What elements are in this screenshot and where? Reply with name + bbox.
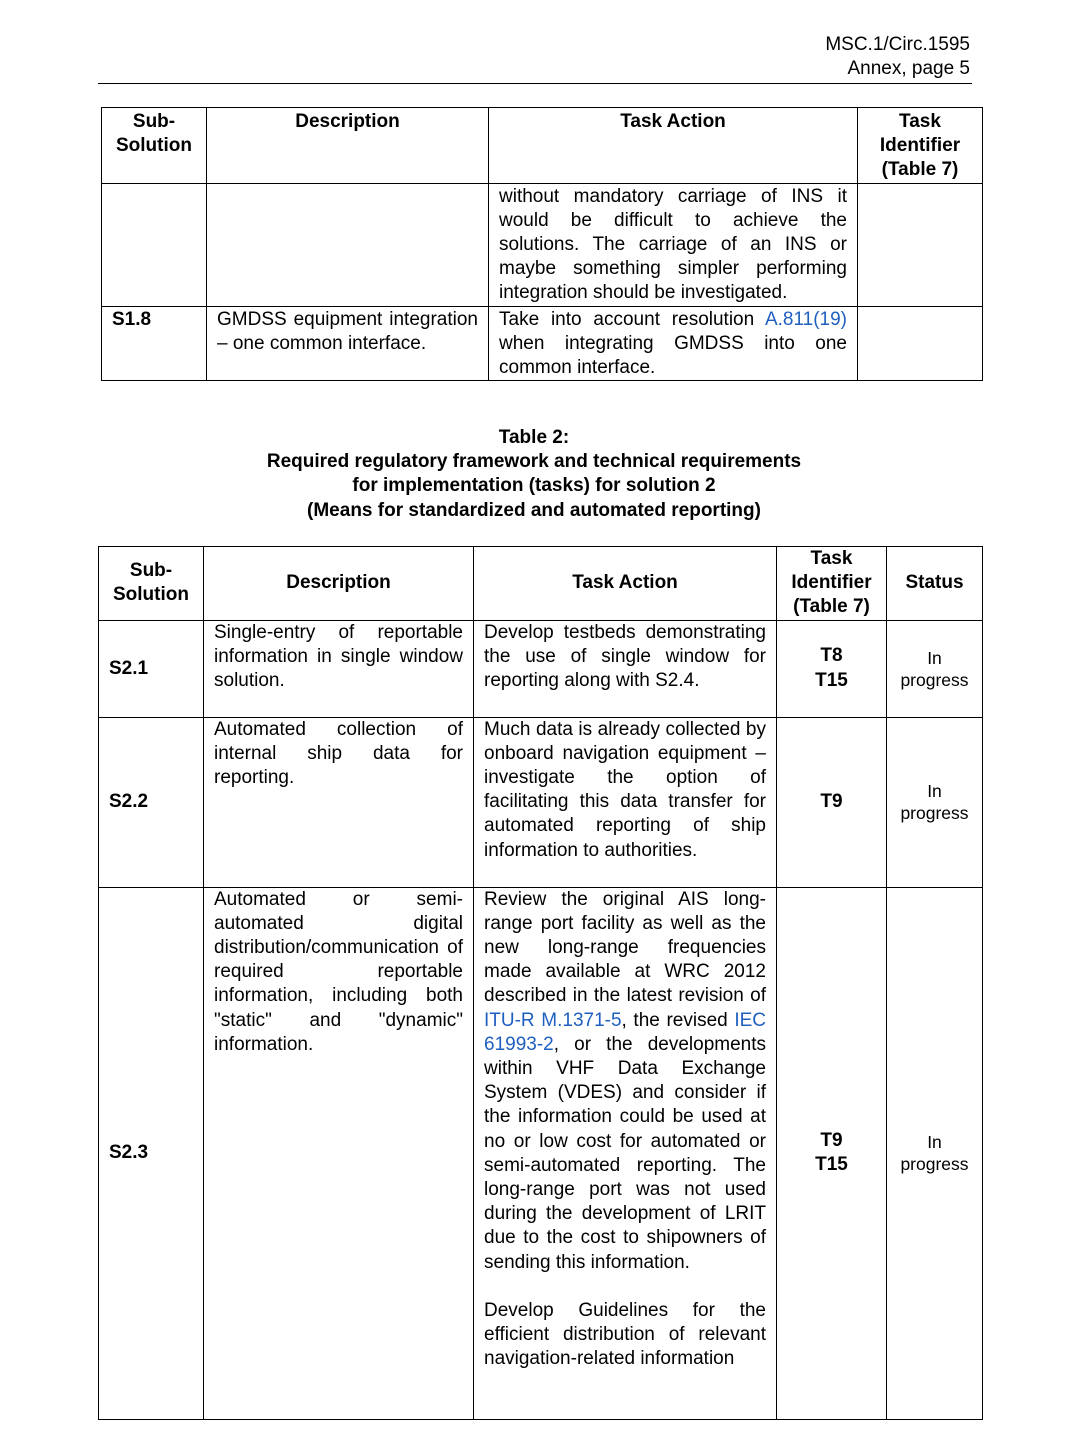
description-cell: Single-entry of reportable information in single window solution. <box>204 620 474 717</box>
col-header-sub-solution: Sub- Solution <box>99 547 204 621</box>
status-cell: In progress <box>887 717 983 887</box>
col-header-sub-solution: Sub- Solution <box>102 108 207 184</box>
description-cell: GMDSS equipment integration – one common interface. <box>207 306 489 381</box>
col-header-task-identifier: Task Identifier (Table 7) <box>858 108 983 184</box>
sub-solution-cell: S2.3 <box>99 887 204 1419</box>
status-cell: In progress <box>887 620 983 717</box>
table-row <box>99 620 983 717</box>
description-cell: Automated collection of internal ship data for reporting. <box>204 717 474 887</box>
caption-title: Table 2: <box>498 427 570 448</box>
table-row <box>99 717 983 887</box>
col-header-task-action: Task Action <box>489 108 858 184</box>
task-identifier-cell: T8 T15 <box>777 620 887 717</box>
table-1-continuation <box>101 107 983 381</box>
table-row <box>102 306 983 381</box>
task-identifier-cell <box>858 183 983 306</box>
task-action-cell: Much data is already collected by onboard navigation equipment – investigate the option of facilitating this data transfer for automated reporting of ship information to authorities. <box>474 717 777 887</box>
table-row <box>99 887 983 1419</box>
description-cell <box>207 183 489 306</box>
header-divider <box>98 83 972 84</box>
table-row <box>102 183 983 306</box>
iec-link[interactable]: IEC 61993-2 <box>484 1009 767 1055</box>
page-label: Annex, page 5 <box>847 58 970 79</box>
description-cell: Automated or semi-automated digital distribution/communication of required reportable information, including both "static" and "dynamic" information. <box>204 887 474 1419</box>
col-header-description: Description <box>207 108 489 184</box>
task-action-cell: Take into account resolution A.811(19) when integrating GMDSS into one common interface. <box>489 306 858 381</box>
table-header-row <box>99 547 983 621</box>
table-header-row <box>102 108 983 184</box>
col-header-task-identifier: Task Identifier (Table 7) <box>777 547 887 621</box>
task-identifier-cell: T9 T15 <box>777 887 887 1419</box>
sub-solution-cell: S2.1 <box>99 620 204 717</box>
sub-solution-cell: S2.2 <box>99 717 204 887</box>
document-reference: MSC.1/Circ.1595 <box>825 34 970 55</box>
caption-line: (Means for standardized and automated reporting) <box>307 499 761 521</box>
task-identifier-cell: T9 <box>777 717 887 887</box>
page-header <box>98 33 970 81</box>
table-2 <box>98 546 983 1420</box>
status-cell: In progress <box>887 887 983 1419</box>
task-action-cell: Develop testbeds demonstrating the use of single window for reporting along with S2.4. <box>474 620 777 717</box>
caption-line: for implementation (tasks) for solution 2 <box>352 475 716 497</box>
sub-solution-cell <box>102 183 207 306</box>
resolution-link[interactable]: A.811(19) <box>764 308 847 330</box>
caption-line: Required regulatory framework and technical requirements <box>266 451 802 473</box>
sub-solution-cell: S1.8 <box>102 306 207 381</box>
table-2-caption <box>98 426 970 523</box>
col-header-description: Description <box>204 547 474 621</box>
task-action-cell: Review the original AIS long-range port facility as well as the new long-range frequencies made available at WRC 2012 described in the latest revision of ITU-R M.1371-5, the revised IEC 61993-2, or the developments within VHF Data Exchange System (VDES) and consider if the information could be used at no or low cost for automated or semi-automated reporting. The long-range port was not used during the development of LRIT due to the cost to shipowners of sending this information. Develop Guidelines for the efficient distribution of relevant navigation-related information <box>474 887 777 1419</box>
task-action-cell: without mandatory carriage of INS it would be difficult to achieve the solutions. The carriage of an INS or maybe something simpler performing integration should be investigated. <box>489 183 858 306</box>
col-header-status: Status <box>887 547 983 621</box>
task-identifier-cell <box>858 306 983 381</box>
itu-r-link[interactable]: ITU-R M.1371-5 <box>484 1009 622 1031</box>
col-header-task-action: Task Action <box>474 547 777 621</box>
